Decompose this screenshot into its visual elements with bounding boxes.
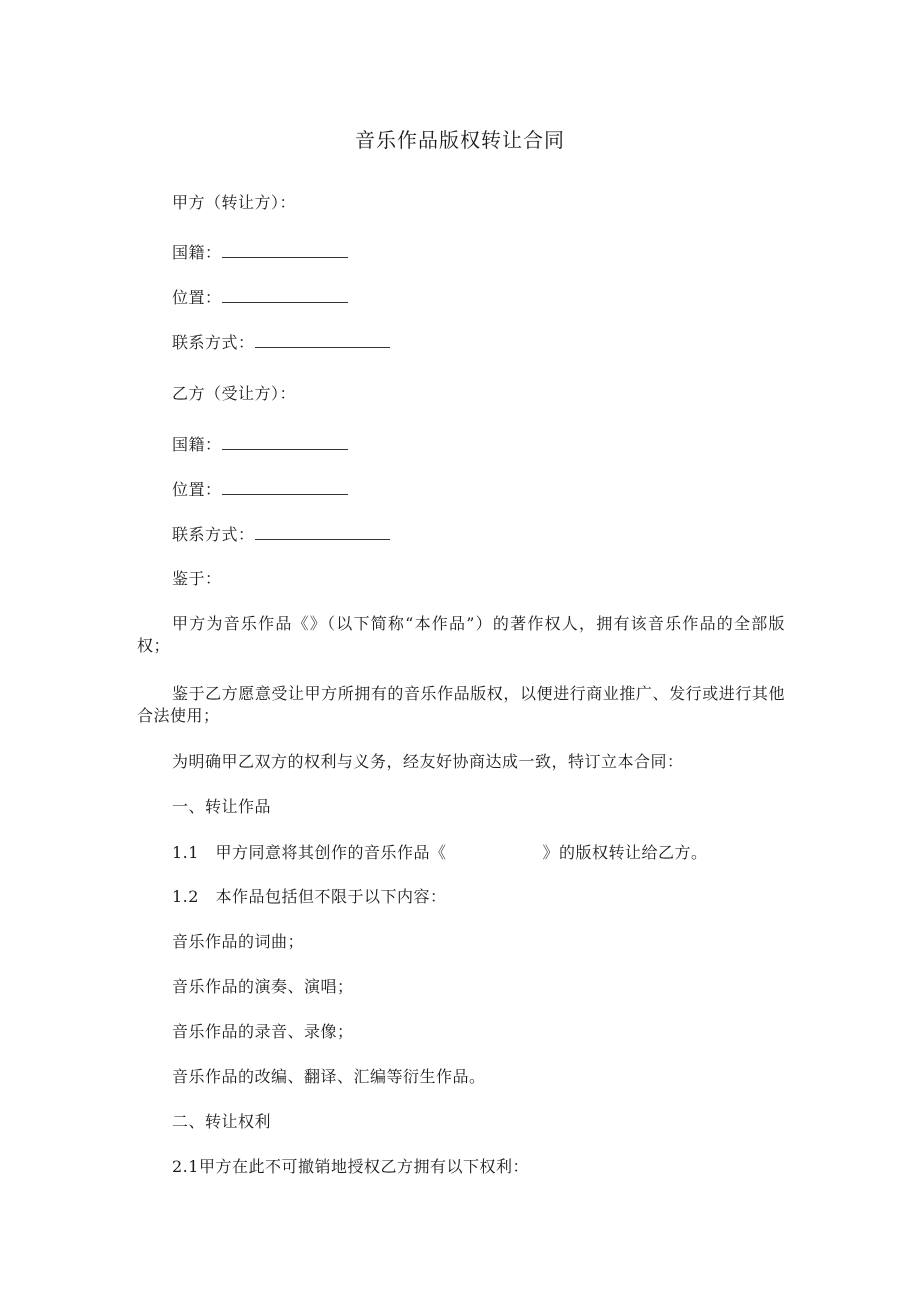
clause-1-1-suffix: 》的版权转让给乙方。 [542,843,708,862]
clause-1-2: 1.2 本作品包括但不限于以下内容： [172,887,447,906]
whereas-paragraph-1: 甲方为音乐作品《》（以下简称“本作品”）的著作权人，拥有该音乐作品的全部版权； [137,614,785,655]
whereas-heading: 鉴于： [172,569,222,588]
clause-2-1: 2.1甲方在此不可撤销地授权乙方拥有以下权利： [172,1157,529,1176]
party-a-location-row [172,288,348,308]
document-title: 音乐作品版权转让合同 [355,128,565,152]
list-item: 音乐作品的改编、翻译、汇编等衍生作品。 [172,1067,486,1086]
whereas-paragraph-2: 鉴于乙方愿意受让甲方所拥有的音乐作品版权，以便进行商业推广、发行或进行其他合法使用； [137,684,785,725]
party-b-contact-label: 联系方式： [172,525,255,544]
party-b-nationality-row [172,435,348,455]
party-a-contact-blank [255,333,390,348]
party-a-contact-row [172,333,390,353]
list-item: 音乐作品的词曲； [172,932,305,951]
party-b-nationality-blank [222,435,348,450]
list-item: 音乐作品的录音、录像； [172,1022,354,1041]
party-b-location-row [172,480,348,500]
party-a-location-label: 位置： [172,288,222,307]
section-2-heading: 二、转让权利 [172,1112,272,1131]
party-a-nationality-label: 国籍： [172,243,222,262]
party-b-contact-row [172,525,390,545]
party-a-nationality-row [172,243,348,263]
party-b-heading: 乙方（受让方）： [172,384,297,403]
clause-1-1-prefix: 1.1 甲方同意将其创作的音乐作品《 [172,843,447,862]
party-b-contact-blank [255,525,390,540]
party-a-location-blank [222,288,348,303]
party-b-location-label: 位置： [172,480,222,499]
party-b-nationality-label: 国籍： [172,435,222,454]
party-a-nationality-blank [222,243,348,258]
party-a-heading: 甲方（转让方）： [172,193,297,212]
party-b-location-blank [222,480,348,495]
clause-1-1 [172,843,707,863]
purpose-statement: 为明确甲乙双方的权利与义务，经友好协商达成一致，特订立本合同： [172,752,684,771]
section-1-heading: 一、转让作品 [172,797,272,816]
party-a-contact-label: 联系方式： [172,333,255,352]
list-item: 音乐作品的演奏、演唱； [172,977,354,996]
